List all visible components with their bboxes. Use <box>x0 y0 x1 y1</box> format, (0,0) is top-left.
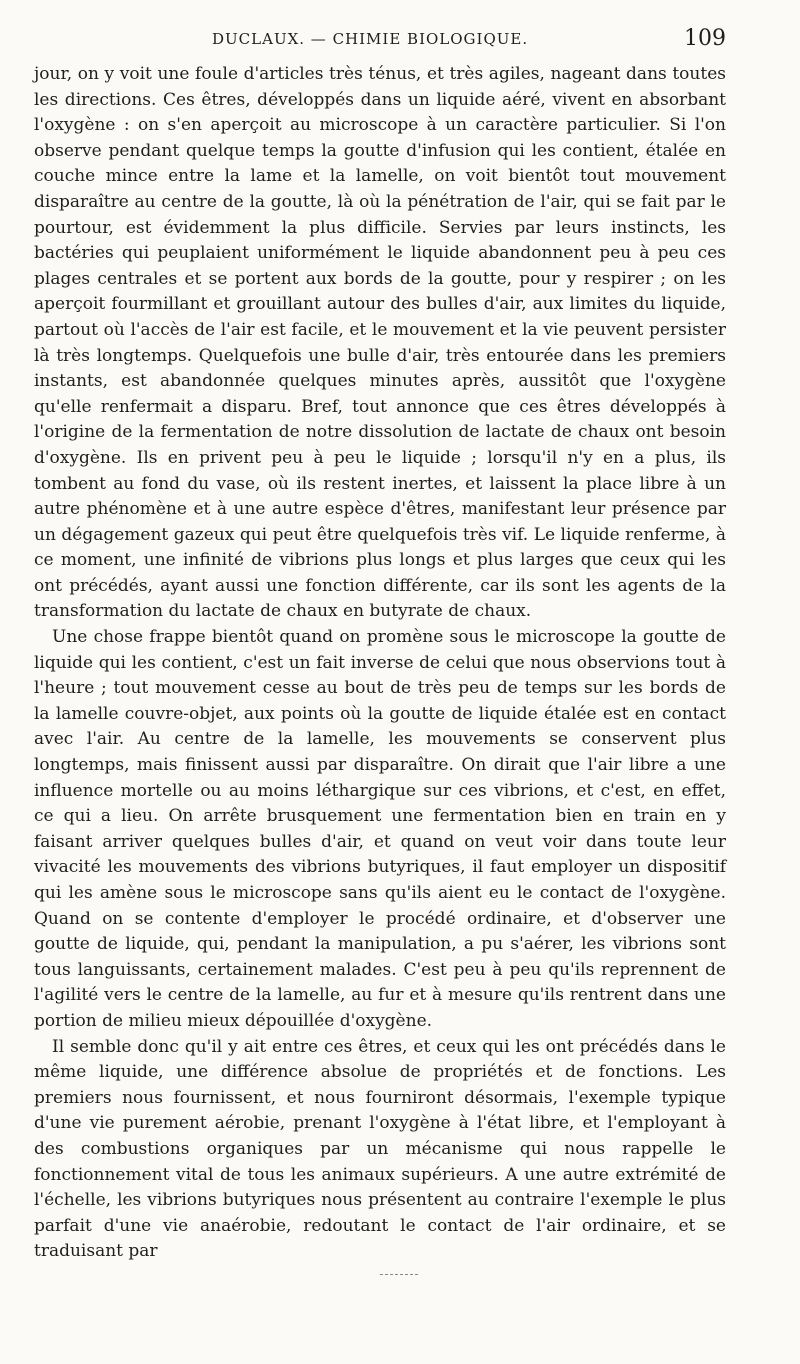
body-text <box>34 62 726 1265</box>
paragraph: jour, on y voit une foule d'articles très ténus, et très agiles, nageant dans toutes les directions. Ces êtres, développés dans un liquide aéré, vivent en absorbant l'oxygène : on s'en aperçoit au microscope à un caractère particulier. Si l'on observe pendant quelque temps la goutte d'infusion qui les contient, étalée en couche mince entre la lame et la lamelle, on voit bientôt tout mouvement disparaître au centre de la goutte, là où la pénétration de l'air, qui se fait par le pourtour, est évidemment la plus difficile. Servies par leurs instincts, les bactéries qui peuplaient uniformément le liquide abandonnent peu à peu ces plages centrales et se portent aux bords de la goutte, pour y respirer ; on les aperçoit fourmillant et grouillant autour des bulles d'air, aux limites du liquide, partout où l'accès de l'air est facile, et le mouvement et la vie peuvent persister là très longtemps. Quelquefois une bulle d'air, très entourée dans les premiers instants, est abandonnée quelques minutes après, aussitôt que l'oxygène qu'elle renfermait a disparu. Bref, tout annonce que ces êtres développés à l'origine de la fermentation de notre dissolution de lactate de chaux ont besoin d'oxygène. Ils en privent peu à peu le liquide ; lorsqu'il n'y en a plus, ils tombent au fond du vase, où ils restent inertes, et laissent la place libre à un autre phénomène et à une autre espèce d'êtres, manifestant leur présence par un dégagement gazeux qui peut être quelquefois très vif. Le liquide renferme, à ce moment, une infinité de vibrions plus longs et plus larges que ceux qui les ont précédés, ayant aussi une fonction différente, car ils sont les agents de la transformation du lactate de chaux en butyrate de chaux. <box>34 64 726 622</box>
page-header <box>34 28 726 58</box>
paragraph: Il semble donc qu'il y ait entre ces êtres, et ceux qui les ont précédés dans le même liquide, une différence absolue de propriétés et de fonctions. Les premiers nous fournissent, et nous fourniront désormais, l'exemple typique d'une vie purement aérobie, prenant l'oxygène à l'état libre, et l'employant à des combustions organiques par un mécanisme qui nous rappelle le fonctionnement vital de tous les animaux supérieurs. A une autre extrémité de l'échelle, les vibrions butyriques nous présentent au contraire l'exemple le plus parfait d'une vie anaérobie, redoutant le contact de l'air ordinaire, et se traduisant par <box>34 1036 726 1262</box>
book-page <box>34 28 726 1265</box>
paragraph: Une chose frappe bientôt quand on promène sous le microscope la goutte de liquide qui les contient, c'est un fait inverse de celui que nous observions tout à l'heure ; tout mouvement cesse au bout de très peu de temps sur les bords de la lamelle couvre-objet, aux points où la goutte de liquide étalée est en contact avec l'air. Au centre de la lamelle, les mouvements se conservent plus longtemps, mais finissent aussi par disparaître. On dirait que l'air libre a une influence mortelle ou au moins léthargique sur ces vibrions, et c'est, en effet, ce qui a lieu. On arrête brusquement une fermentation bien en train en y faisant arriver quelques bulles d'air, et quand on veut voir dans toute leur vivacité les mouvements des vibrions butyriques, il faut employer un dispositif qui les amène sous le microscope sans qu'ils aient eu le contact de l'oxygène. Quand on se contente d'employer le procédé ordinaire, et d'observer une goutte de liquide, qui, pendant la manipulation, a pu s'aérer, les vibrions sont tous languissants, certainement malades. C'est peu à peu qu'ils reprennent de l'agilité vers le centre de la lamelle, au fur et à mesure qu'ils rentrent dans une portion de milieu mieux dépouillée d'oxygène. <box>34 627 726 1031</box>
running-title: DUCLAUX. — CHIMIE BIOLOGIQUE. <box>212 30 529 48</box>
page-number: 109 <box>684 26 726 51</box>
footer-ornament <box>380 1274 418 1276</box>
